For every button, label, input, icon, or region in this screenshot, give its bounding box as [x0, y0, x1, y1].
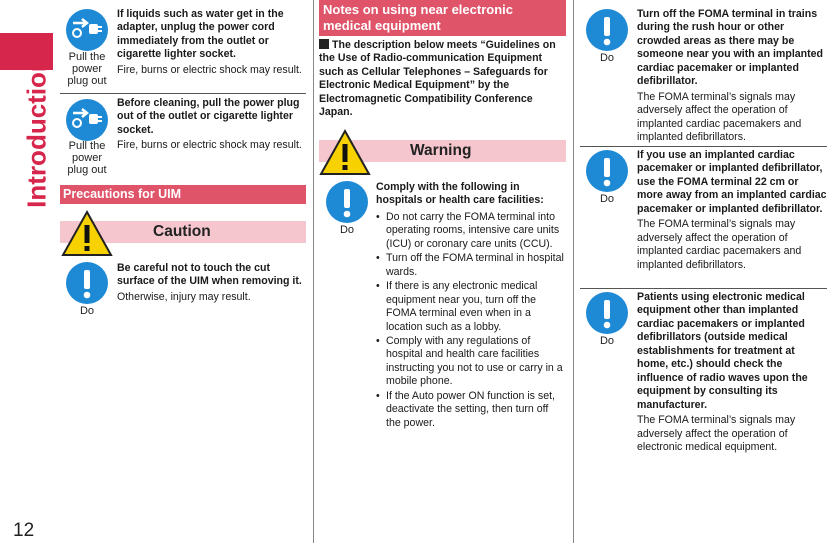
icon-caption: Do [79, 305, 95, 317]
section-title: Precautions for UIM [60, 185, 306, 204]
precaution-item [376, 181, 566, 431]
do-icon [586, 9, 628, 51]
divider [60, 93, 306, 94]
intro-paragraph [319, 39, 566, 120]
precaution-text: The FOMA terminal’s signals may adversely affect the operation of electronic medical equipment. [637, 414, 796, 453]
icon-caption: Do [599, 193, 615, 205]
column-divider [573, 0, 574, 543]
do-icon [586, 150, 628, 192]
square-bullet-icon [319, 39, 329, 49]
precaution-text: The FOMA terminal’s signals may adversely affect the operation of implanted cardiac pacemakers and implanted defibrillators. [637, 218, 802, 271]
divider [580, 288, 827, 289]
icon-caption: Do [599, 52, 615, 64]
warning-triangle-icon [60, 209, 114, 259]
icon-caption: Pull the power plug out [67, 51, 107, 87]
precaution-text: Fire, burns or electric shock may result. [117, 63, 302, 76]
intro-text: The description below meets “Guidelines on the Use of Radio-communication Equipment such as Cellular Telephones – Safeguards for Electronic Medical Equipment” by the Electromagnetic Compatibility Conference Japan. [319, 39, 556, 119]
precaution-item [637, 149, 827, 272]
list-item: • Turn off the FOMA terminal in hospital wards. [376, 252, 566, 279]
precaution-item [637, 291, 827, 454]
precaution-bold: Turn off the FOMA terminal in trains during the rush hour or other crowded areas as there may be someone near you with an implanted cardiac pacemaker or implanted defibrillator. [637, 8, 824, 88]
precaution-bold: Patients using electronic medical equipment other than implanted cardiac pacemakers or implanted defibrillators (outside medical establishments for treatment at home, etc.) should check the influence of radio waves upon the equipment by consulting its manufacturer. [637, 291, 808, 411]
precaution-item [117, 262, 307, 304]
page-number: 12 [13, 520, 35, 541]
do-icon [326, 181, 368, 223]
precaution-text: The FOMA terminal’s signals may adversely affect the operation of implanted cardiac pacemakers and implanted defibrillators. [637, 90, 802, 144]
unplug-icon [66, 9, 108, 51]
list-item: • If there is any electronic medical equipment near you, turn off the FOMA terminal even when in a location such as a lobby. [376, 280, 566, 334]
unplug-icon [66, 99, 108, 141]
chapter-label: Introduction [21, 56, 52, 208]
precaution-bold: Be careful not to touch the cut surface of the UIM when removing it. [117, 262, 302, 288]
do-icon [66, 262, 108, 304]
precaution-bold: If you use an implanted cardiac pacemaker or implanted defibrillator, use the FOMA terminal 22 cm or more away from an implanted cardiac pacemaker or implanted defibrillator. [637, 149, 827, 215]
list-item: • If the Auto power ON function is set, deactivate the setting, then turn off the power. [376, 390, 566, 430]
precaution-text: Fire, burns or electric shock may result. [117, 139, 302, 152]
icon-caption: Pull the power plug out [67, 140, 107, 176]
icon-caption: Do [599, 335, 615, 347]
precaution-bold: Before cleaning, pull the power plug out of the outlet or cigarette lighter socket. [117, 97, 300, 136]
column-divider [313, 0, 314, 543]
divider [580, 146, 827, 147]
warning-triangle-icon [318, 128, 372, 178]
precaution-bold: If liquids such as water get in the adapter, unplug the power cord immediately from the outlet or cigarette lighter socket. [117, 8, 284, 61]
precaution-item [117, 8, 305, 77]
precaution-bold: Comply with the following in hospitals or health care facilities: [376, 181, 544, 207]
precaution-text: Otherwise, injury may result. [117, 290, 251, 303]
precaution-item [117, 97, 305, 153]
list-item: • Comply with any regulations of hospital and health care facilities instructing you not to use or carry in a mobile phone. [376, 335, 566, 389]
section-title: Notes on using near electronic medical equipment [319, 0, 566, 36]
caution-label: Caution [153, 223, 211, 240]
list-item: • Do not carry the FOMA terminal into operating rooms, intensive care units (ICU) or coronary care units (CCU). [376, 211, 566, 251]
bullet-list [376, 211, 566, 430]
icon-caption: Do [339, 224, 355, 236]
warning-label: Warning [410, 142, 472, 159]
precaution-item [637, 8, 827, 145]
do-icon [586, 292, 628, 334]
